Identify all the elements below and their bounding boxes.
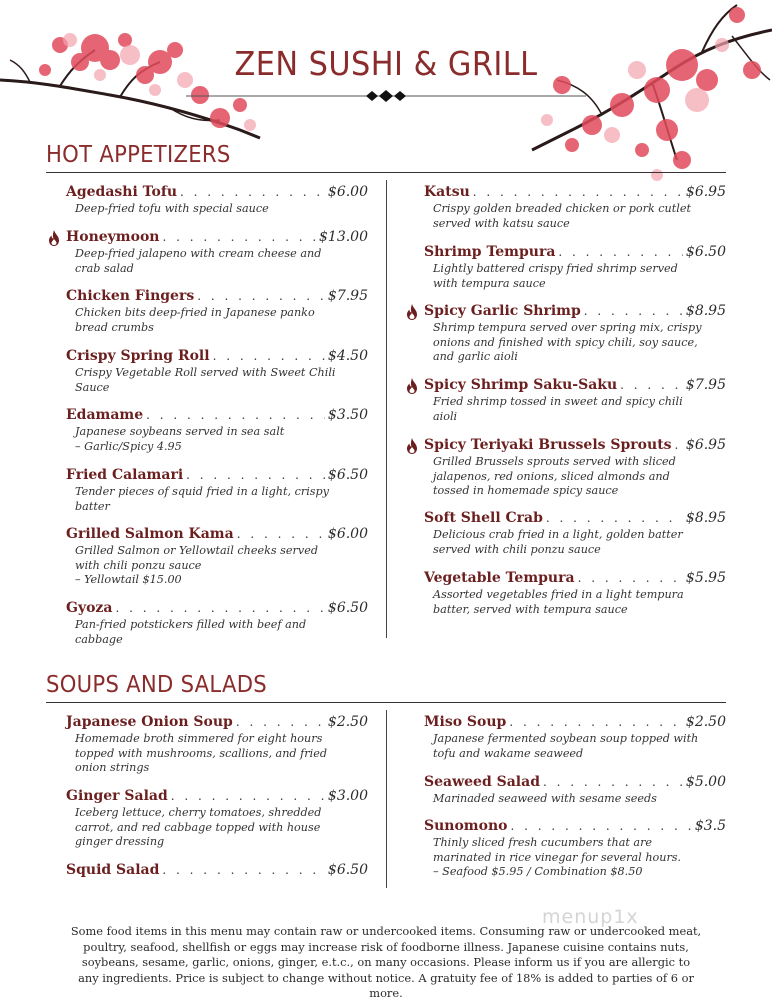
menu-item-header [424, 184, 726, 201]
menu-item-price: $8.95 [685, 303, 726, 319]
menu-item-price: $6.50 [327, 600, 368, 616]
spicy-fire-icon [404, 377, 420, 395]
dot-leader [620, 377, 683, 394]
menu-item-description: Lightly battered crispy fried shrimp served [433, 262, 678, 275]
menu-item-header [66, 288, 368, 305]
menu-item-description: Deep-fried tofu with special sauce [75, 202, 269, 215]
menu-item-name: Seaweed Salad [424, 774, 540, 790]
menu-item-seaweed-salad [424, 774, 726, 807]
menu-item-description: jalapenos, red onions, sliced almonds and [433, 469, 670, 483]
allergy-disclaimer: Some food items in this menu may contain raw or undercooked items. Consuming raw or undercooked meat, poultry, seafood, shellfish or eggs may increase risk of foodborne illness. Japanese cuisine contains nuts, soybeans, sesame, garlic, onions, ginger, e.t.c., on many occasions. Please inform us if you are allergic to any ingredients. Price is subject to change without notice. A gratuity fee of 18% is added to parties of 6 or more. [70, 924, 702, 1000]
section-title-soups-and-salads: SOUPS AND SALADS [46, 672, 268, 698]
menu-item-header [424, 244, 726, 261]
menu-item-name: Edamame [66, 407, 144, 423]
menu-item-name: Sunomono [424, 818, 508, 834]
dot-leader [509, 714, 683, 731]
menu-item-price: $6.95 [685, 184, 726, 200]
menu-item-price: $6.95 [685, 437, 726, 453]
dot-leader [584, 303, 683, 320]
soups-salads-right-column [424, 714, 726, 894]
menu-item-description: Assorted vegetables fried in a light tempura [433, 588, 684, 601]
menu-item-name: Agedashi Tofu [66, 184, 178, 200]
menu-item-miso-soup [424, 714, 726, 761]
menu-item-price: $6.50 [685, 244, 726, 260]
section-divider [46, 172, 726, 173]
menu-item-header [424, 303, 726, 320]
dot-leader [473, 184, 683, 201]
menu-item-edamame [66, 407, 368, 454]
menu-item-name: Japanese Onion Soup [66, 714, 233, 730]
menu-item-description: Shrimp tempura served over spring mix, crispy [433, 321, 702, 334]
menu-item-name: Miso Soup [424, 714, 507, 730]
menu-item-description: Fried shrimp tossed in sweet and spicy chili [433, 395, 683, 408]
menu-item-price: $13.00 [319, 229, 368, 245]
menu-item-header [424, 437, 726, 454]
menu-item-name: Honeymoon [66, 229, 160, 245]
menu-item-name: Spicy Shrimp Saku-Saku [424, 377, 618, 393]
menu-item-description: Grilled Brussels sprouts served with sliced [433, 455, 676, 468]
menu-item-name: Grilled Salmon Kama [66, 526, 234, 542]
column-divider [386, 710, 387, 888]
menu-item-description: Marinaded seaweed with sesame seeds [433, 792, 657, 805]
menu-item-header [66, 714, 368, 731]
menu-item-description: batter [75, 499, 110, 513]
menu-item-description: Japanese soybeans served in sea salt [75, 425, 285, 438]
menu-item-gyoza [66, 600, 368, 647]
menu-item-description: onions and finished with spicy chili, soy sauce, [433, 335, 698, 349]
menu-item-squid-salad [66, 862, 368, 879]
menu-item-description: and garlic aioli [433, 350, 518, 364]
menu-item-spicy-teriyaki-brussels-sprouts [424, 437, 726, 499]
dot-leader [578, 570, 683, 587]
menu-item-name: Vegetable Tempura [424, 570, 575, 586]
menu-item-description: – Seafood $5.95 / Combination $8.50 [433, 865, 643, 879]
dot-leader [543, 774, 683, 791]
menu-item-header [424, 818, 726, 835]
title-divider-ornament [186, 88, 586, 104]
section-title-hot-appetizers: HOT APPETIZERS [46, 142, 231, 168]
menu-item-price: $3.00 [327, 788, 368, 804]
menu-item-header [424, 377, 726, 394]
menu-item-header [424, 774, 726, 791]
menu-item-name: Soft Shell Crab [424, 510, 543, 526]
menu-item-name: Spicy Teriyaki Brussels Sprouts [424, 437, 672, 453]
menu-item-description: crab salad [75, 261, 134, 275]
menu-item-price: $5.95 [685, 570, 726, 586]
menu-item-description: Thinly sliced fresh cucumbers that are [433, 836, 653, 849]
menu-item-description: – Yellowtail $15.00 [75, 573, 182, 587]
dot-leader [162, 862, 324, 879]
menu-item-description: tossed in homemade spicy sauce [433, 484, 619, 498]
menu-item-description: cabbage [75, 632, 123, 646]
menu-item-name: Crispy Spring Roll [66, 348, 210, 364]
menu-item-name: Chicken Fingers [66, 288, 195, 304]
menu-item-description: with chili ponzu sauce [75, 558, 202, 572]
dot-leader [197, 288, 325, 305]
menu-item-header [66, 407, 368, 424]
column-divider [386, 180, 387, 638]
menu-item-description: aioli [433, 409, 458, 423]
menu-item-price: $7.95 [685, 377, 726, 393]
menu-item-description: Japanese fermented soybean soup topped with [433, 732, 699, 745]
menu-item-description: Grilled Salmon or Yellowtail cheeks served [75, 544, 318, 557]
dot-leader [510, 818, 691, 835]
menu-item-shrimp-tempura [424, 244, 726, 291]
menu-item-name: Shrimp Tempura [424, 244, 556, 260]
menu-item-description: Crispy golden breaded chicken or pork cutlet [433, 202, 691, 215]
menu-item-description: served with chili ponzu sauce [433, 542, 601, 556]
menu-item-price: $3.5 [694, 818, 726, 834]
menu-item-japanese-onion-soup [66, 714, 368, 776]
menu-item-description: carrot, and red cabbage topped with house [75, 820, 321, 834]
menu-item-description: Homemade broth simmered for eight hours [75, 732, 323, 745]
menu-item-header [66, 526, 368, 543]
menu-item-description: Tender pieces of squid fried in a light, crispy [75, 485, 330, 498]
dot-leader [558, 244, 682, 261]
menu-item-chicken-fingers [66, 288, 368, 335]
dot-leader [171, 788, 325, 805]
menu-item-description: Chicken bits deep-fried in Japanese panko [75, 306, 315, 319]
menu-item-description: tofu and wakame seaweed [433, 746, 584, 760]
menu-item-name: Squid Salad [66, 862, 160, 878]
menu-item-description: batter, served with tempura sauce [433, 602, 628, 616]
menu-item-honeymoon [66, 229, 368, 276]
menu-item-sunomono [424, 818, 726, 880]
menu-item-price: $6.00 [327, 184, 368, 200]
menu-item-vegetable-tempura [424, 570, 726, 617]
menu-item-header [66, 788, 368, 805]
menu-item-description: marinated in rice vinegar for several hours. [433, 850, 682, 864]
menu-item-description: Crispy Vegetable Roll served with Sweet Chili [75, 366, 336, 379]
menu-item-price: $4.50 [327, 348, 368, 364]
menu-item-fried-calamari [66, 467, 368, 514]
menu-item-name: Spicy Garlic Shrimp [424, 303, 581, 319]
hot-appetizers-left-column [66, 184, 368, 644]
menu-item-price: $6.00 [327, 526, 368, 542]
dot-leader [675, 437, 683, 454]
dot-leader [213, 348, 325, 365]
menu-item-header [424, 714, 726, 731]
menu-item-description: Deep-fried jalapeno with cream cheese and [75, 247, 322, 260]
soups-salads-left-column [66, 714, 368, 894]
menu-item-header [66, 600, 368, 617]
menu-item-header [66, 862, 368, 879]
restaurant-title: ZEN SUSHI & GRILL [234, 44, 538, 83]
menu-item-price: $2.50 [685, 714, 726, 730]
menu-item-agedashi-tofu [66, 184, 368, 217]
menu-item-crispy-spring-roll [66, 348, 368, 395]
menu-item-name: Gyoza [66, 600, 113, 616]
menu-item-price: $6.50 [327, 467, 368, 483]
menu-item-soft-shell-crab [424, 510, 726, 557]
menu-item-name: Katsu [424, 184, 470, 200]
watermark: menup1x [542, 906, 639, 928]
menu-item-description: Pan-fried potstickers filled with beef and [75, 618, 307, 631]
menu-item-price: $3.50 [327, 407, 368, 423]
menu-item-price: $5.00 [685, 774, 726, 790]
menu-item-price: $8.95 [685, 510, 726, 526]
dot-leader [237, 526, 325, 543]
dot-leader [186, 467, 325, 484]
menu-item-price: $2.50 [327, 714, 368, 730]
menu-item-description: onion strings [75, 761, 150, 775]
menu-item-name: Fried Calamari [66, 467, 184, 483]
menu-item-ginger-salad [66, 788, 368, 850]
menu-item-spicy-shrimp-saku-saku [424, 377, 726, 424]
spicy-fire-icon [46, 229, 62, 247]
menu-item-name: Ginger Salad [66, 788, 168, 804]
section-divider [46, 702, 726, 703]
menu-item-price: $7.95 [327, 288, 368, 304]
menu-item-description: – Garlic/Spicy 4.95 [75, 439, 182, 453]
menu-item-description: Sauce [75, 380, 110, 394]
menu-item-spicy-garlic-shrimp [424, 303, 726, 365]
dot-leader [146, 407, 325, 424]
menu-item-grilled-salmon-kama [66, 526, 368, 588]
menu-item-header [424, 510, 726, 527]
menu-item-header [66, 229, 368, 246]
menu-item-price: $6.50 [327, 862, 368, 878]
dot-leader [546, 510, 683, 527]
spicy-fire-icon [404, 437, 420, 455]
spicy-fire-icon [404, 303, 420, 321]
dot-leader [236, 714, 325, 731]
menu-item-description: ginger dressing [75, 835, 165, 849]
menu-item-description: bread crumbs [75, 320, 154, 334]
menu-item-header [66, 184, 368, 201]
dot-leader [115, 600, 324, 617]
dot-leader [162, 229, 316, 246]
menu-item-header [66, 348, 368, 365]
dot-leader [180, 184, 325, 201]
menu-item-header [66, 467, 368, 484]
hot-appetizers-right-column [424, 184, 726, 644]
menu-item-description: with tempura sauce [433, 276, 546, 290]
menu-item-description: served with katsu sauce [433, 216, 570, 230]
menu-item-description: topped with mushrooms, scallions, and fried [75, 746, 327, 760]
menu-item-katsu [424, 184, 726, 231]
menu-item-header [424, 570, 726, 587]
menu-item-description: Delicious crab fried in a light, golden batter [433, 528, 683, 541]
menu-item-description: Iceberg lettuce, cherry tomatoes, shredded [75, 806, 322, 819]
